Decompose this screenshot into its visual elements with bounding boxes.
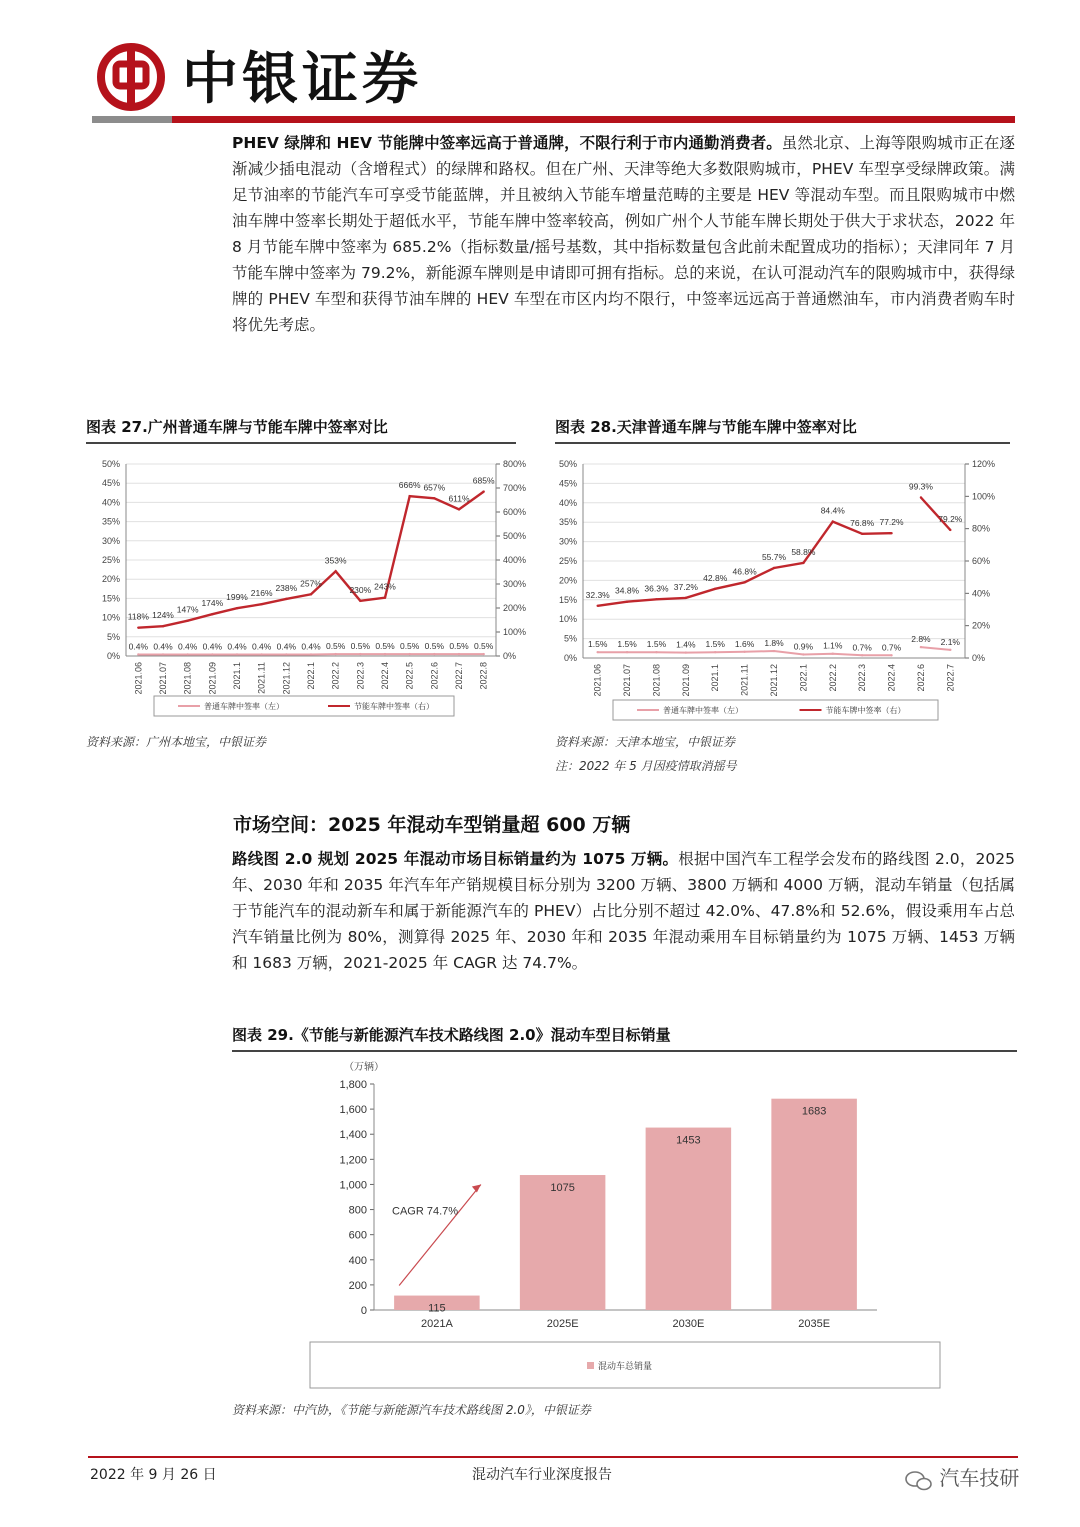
fig28-note: 注：2022 年 5 月因疫情取消摇号 <box>555 759 737 773</box>
footer-rule <box>88 1456 1018 1458</box>
fig28-series-2-label: 34.8% <box>615 585 640 596</box>
fig28-series-1-point <box>773 650 775 652</box>
fig28-series-1-point <box>596 651 598 653</box>
fig27-y-left-tick: 35% <box>101 516 120 527</box>
fig28-x-tick: 2021.06 <box>592 664 603 697</box>
wechat-icon <box>905 1470 933 1490</box>
fig27-series-1-point <box>458 653 460 655</box>
section-lead: 路线图 2.0 规划 2025 年混动市场目标销量约为 1075 万辆。 <box>232 850 679 868</box>
fig27-series-1-point <box>310 653 312 655</box>
fig27-series-1-point <box>334 653 336 655</box>
fig27-series-1-label: 0.4% <box>153 641 173 652</box>
fig27-y-left-tick: 0% <box>106 651 120 661</box>
fig27-y-left-tick: 40% <box>101 497 120 508</box>
fig27-y-left-tick: 45% <box>101 478 120 489</box>
fig27-y-left-tick: 15% <box>101 593 120 604</box>
fig28-y-right-tick: 100% <box>972 491 996 502</box>
fig28-series-1-label: 2.8% <box>911 634 931 645</box>
fig29-legend-swatch <box>587 1362 594 1369</box>
fig28-series-1-label: 1.4% <box>676 639 696 650</box>
fig28-series-1-point <box>685 651 687 653</box>
fig27-x-tick: 2021.12 <box>281 662 292 695</box>
fig29-y-tick: 600 <box>348 1229 367 1242</box>
fig29-legend-label: 混动车总销量 <box>598 1361 653 1371</box>
brand-name: 中银证券 <box>182 46 422 112</box>
section-paragraph <box>232 846 1015 976</box>
fig27-series-1-label: 0.4% <box>276 641 297 652</box>
fig29-y-tick: 1,000 <box>339 1179 367 1192</box>
fig27-series-2-point <box>186 620 188 622</box>
fig27-legend-label: 普通车牌中签率（左） <box>204 702 284 711</box>
fig28-chart <box>555 448 1015 730</box>
fig28-series-2-point <box>802 562 804 564</box>
fig29-bar-label: 1453 <box>676 1134 701 1147</box>
fig29-bar-label: 115 <box>428 1302 446 1315</box>
fig27-rule <box>86 442 516 444</box>
fig27-y-right-tick: 300% <box>503 579 527 589</box>
fig28-y-left-tick: 10% <box>558 614 577 625</box>
fig27-x-tick: 2021.07 <box>158 662 168 695</box>
fig28-series-2-label: 79.2% <box>938 513 963 524</box>
fig28-series-2-point <box>832 520 834 522</box>
fig27-series-1-label: 0.5% <box>325 641 346 652</box>
fig28-y-right-tick: 20% <box>972 620 991 631</box>
fig28-series-2-label: 77.2% <box>879 517 904 528</box>
fig27-series-2-label: 174% <box>201 598 224 609</box>
fig28-rule <box>555 442 1010 444</box>
fig27-y-left-tick: 25% <box>101 555 120 565</box>
fig27-y-right-tick: 700% <box>503 483 527 493</box>
fig27-series-2-label: 230% <box>349 584 372 595</box>
fig28-series-2-point <box>655 598 657 600</box>
fig28-x-tick: 2021.1 <box>710 664 721 692</box>
fig29-bar <box>771 1099 857 1310</box>
fig29-y-tick: 400 <box>348 1254 367 1267</box>
fig27-series-2-label: 243% <box>374 581 396 592</box>
fig28-series-1-label: 2.1% <box>940 636 960 647</box>
fig28-x-tick: 2022.1 <box>798 664 809 692</box>
fig27-series-2-label: 199% <box>226 592 248 603</box>
fig29-x-tick: 2030E <box>672 1318 705 1330</box>
fig28-series-1-label: 0.7% <box>852 642 872 653</box>
fig28-series-2-label: 46.8% <box>732 566 757 577</box>
fig28-series-2-point <box>714 588 716 590</box>
fig28-series-2-point <box>920 496 922 498</box>
fig28-x-tick: 2021.07 <box>622 664 633 697</box>
fig27-x-tick: 2022.1 <box>306 662 316 690</box>
fig27-y-left-tick: 5% <box>106 631 120 642</box>
fig27-y-right-tick: 600% <box>503 507 527 517</box>
fig29-cagr-label: CAGR 74.7% <box>392 1205 459 1218</box>
fig27-y-right-tick: 200% <box>503 603 527 613</box>
fig29-y-tick: 1,600 <box>339 1104 367 1117</box>
fig28-series-2-label: 36.3% <box>644 583 669 594</box>
fig28-x-tick: 2021.12 <box>769 664 779 697</box>
intro-body: 虽然北京、上海等限购城市正在逐渐减少插电混动（含增程式）的绿牌和路权。但在广州、天津等绝大多数限购城市，PHEV 车型享受绿牌政策。满足节油率的节能汽车可享受节能蓝牌，并且被纳入节能车增量范畴的主要是 HEV 等混动车型。而且限购城市中燃油车牌中签率长期处于超低水平，节能车牌中签率较高，例如广州个人节能车牌长期处于供大于求状态，2022 年 8 月节能车牌中签率为 685.2%（指标数量/摇号基数，其中指标数量包含此前未配置成功的指标）；天津同年 7 月节能车牌中签率为 79.2%，新能源车牌则是申请即可拥有指标。总的来说，在认可混动汽车的限购城市中，获得绿牌的 PHEV 车型和获得节油车牌的 HEV 车型在市区内均不限行，中签率远远高于普通燃油车，市内消费者购车时将优先考虑。 <box>232 134 1015 334</box>
fig27-series-2-label: 611% <box>448 493 470 504</box>
fig28-source: 资料来源：天津本地宝，中银证券 <box>555 735 736 749</box>
fig28-y-left-tick: 30% <box>558 536 577 547</box>
fig28-series-2-point <box>861 533 863 535</box>
fig27-series-1-label: 0.4% <box>128 641 149 652</box>
section-body: 根据中国汽车工程学会发布的路线图 2.0，2025 年、2030 年和 2035 年汽车年产销规模目标分别为 3200 万辆、3800 万辆和 4000 万辆，混动车销量（包括属于节能汽车的混动新车和属于新能源汽车的 PHEV）占比分别不超过 42.0%、47.8%和 52.6%，假设乘用车占总汽车销量比例为 80%，测算得 2025 年、2030 年和 2035 年混动乘用车目标销量约为 1075 万辆、1453 万辆和 1683 万辆，2021-2025 年 CAGR 达 74.7%。 <box>232 850 1015 972</box>
fig27-series-2-point <box>433 497 435 499</box>
fig29-y-tick: 800 <box>348 1204 367 1217</box>
fig29-cagr-arrow-line <box>399 1184 481 1285</box>
fig28-title: 图表 28.天津普通车牌与节能车牌中签率对比 <box>555 418 857 436</box>
fig27-series-1-point <box>433 653 435 655</box>
fig28-x-tick: 2021.08 <box>651 664 662 697</box>
fig28-y-left-tick: 40% <box>558 497 577 508</box>
fig27-x-tick: 2021.09 <box>207 662 218 695</box>
fig28-y-left-tick: 50% <box>558 459 577 469</box>
fig27-series-2-point <box>310 593 312 595</box>
fig28-x-tick: 2021.11 <box>739 664 750 696</box>
fig27-series-2-label: 257% <box>300 578 322 589</box>
fig29-bar-label: 1075 <box>550 1182 575 1195</box>
fig28-series-1-label: 0.7% <box>881 642 902 653</box>
fig29-y-tick: 1,200 <box>339 1154 367 1167</box>
fig28-y-left-tick: 35% <box>558 517 577 528</box>
fig27-title: 图表 27.广州普通车牌与节能车牌中签率对比 <box>86 418 388 436</box>
fig28-y-right-tick: 80% <box>972 523 991 534</box>
fig27-y-left-tick: 10% <box>101 612 120 623</box>
fig27-series-1-point <box>162 653 164 655</box>
fig29-x-tick: 2021A <box>420 1318 453 1330</box>
wechat-watermark <box>905 1462 1019 1491</box>
fig27-x-tick: 2021.11 <box>256 662 267 694</box>
fig28-series-2-point <box>949 529 951 531</box>
fig27-series-1-point <box>408 653 410 655</box>
fig27-series-1-label: 0.5% <box>473 641 494 652</box>
fig27-y-left-tick: 50% <box>101 459 120 469</box>
fig28-series-2-label: 84.4% <box>820 505 845 516</box>
fig27-series-1-label: 0.4% <box>227 641 247 652</box>
fig27-series-1-label: 0.5% <box>375 641 395 652</box>
fig27-series-1-point <box>236 653 238 655</box>
fig27-series-2-point <box>137 626 139 628</box>
fig28-x-tick: 2022.7 <box>945 664 956 692</box>
fig27-x-tick: 2022.7 <box>454 662 464 690</box>
header-rule-gray <box>92 116 172 123</box>
fig27-series-2-point <box>359 600 361 602</box>
fig28-x-tick: 2021.09 <box>680 664 691 697</box>
fig27-series-1-label: 0.5% <box>424 641 445 652</box>
fig27-y-right-tick: 0% <box>503 651 517 661</box>
fig28-series-1-point <box>949 649 951 651</box>
fig27-y-right-tick: 100% <box>503 627 527 637</box>
fig28-series-2-point <box>626 601 628 603</box>
fig27-x-tick: 2022.3 <box>355 662 366 690</box>
fig27-series-2-label: 124% <box>152 610 174 621</box>
fig28-series-1-label: 1.8% <box>764 638 784 649</box>
fig27-source: 资料来源：广州本地宝，中银证券 <box>86 735 267 749</box>
bank-of-china-logo <box>96 42 166 112</box>
fig28-series-1-label: 1.5% <box>646 639 667 650</box>
fig27-series-2-point <box>482 490 484 492</box>
fig27-y-left-tick: 30% <box>101 535 120 546</box>
fig28-series-2-point <box>596 605 598 607</box>
fig28-y-left-tick: 45% <box>558 478 577 489</box>
fig28-y-left-tick: 15% <box>558 594 577 605</box>
fig28-y-left-tick: 20% <box>558 575 577 586</box>
fig27-series-2-point <box>384 596 386 598</box>
fig27-y-right-tick: 800% <box>503 459 527 469</box>
fig28-y-left-tick: 0% <box>563 653 577 663</box>
fig28-series-1-point <box>861 654 863 656</box>
fig29-y-unit: （万辆） <box>344 1062 384 1073</box>
fig28-series-2-label: 32.3% <box>585 589 610 600</box>
fig28-series-1-label: 1.1% <box>823 640 843 651</box>
fig27-series-2-point <box>458 508 460 510</box>
fig27-series-1-point <box>260 653 262 655</box>
fig27-x-tick: 2021.1 <box>232 662 242 690</box>
fig27-series-2-point <box>334 570 336 572</box>
fig27-series-2-point <box>260 603 262 605</box>
fig27-x-tick: 2022.6 <box>429 662 440 690</box>
fig28-series-1-label: 1.5% <box>617 639 637 650</box>
fig29-chart <box>232 1052 1017 1397</box>
fig29-y-tick: 1,800 <box>339 1079 367 1091</box>
fig28-series-2-point <box>890 532 892 534</box>
fig27-series-2-label: 666% <box>398 480 421 491</box>
intro-paragraph <box>232 130 1015 338</box>
fig28-y-right-tick: 60% <box>972 556 991 566</box>
watermark-text: 汽车技研 <box>939 1466 1020 1490</box>
fig28-series-1-label: 1.6% <box>734 638 755 649</box>
fig27-x-tick: 2021.08 <box>182 662 193 695</box>
fig28-series-1-point <box>890 654 892 656</box>
fig28-series-2-label: 37.2% <box>673 581 698 592</box>
fig27-y-right-tick: 400% <box>503 555 527 565</box>
fig28-series-2-point <box>743 581 745 583</box>
fig29-bar <box>646 1128 732 1310</box>
fig29-y-tick: 200 <box>348 1279 367 1292</box>
fig27-x-tick: 2021.06 <box>133 662 144 695</box>
fig28-series-2-point <box>685 597 687 599</box>
fig27-series-1-label: 0.4% <box>251 641 272 652</box>
fig27-series-2-point <box>211 613 213 615</box>
footer-date: 2022 年 9 月 26 日 <box>90 1467 217 1483</box>
fig29-x-tick: 2025E <box>546 1318 579 1330</box>
fig27-series-1-label: 0.4% <box>177 641 198 652</box>
intro-lead: PHEV 绿牌和 HEV 节能牌中签率远高于普通牌，不限行利于市内通勤消费者。 <box>232 134 782 152</box>
fig28-legend-label: 节能车牌中签率（右） <box>825 706 906 715</box>
section-title: 市场空间：2025 年混动车型销量超 600 万辆 <box>233 814 631 836</box>
fig28-x-tick: 2022.4 <box>886 664 897 692</box>
fig29-x-tick: 2035E <box>798 1318 831 1330</box>
fig27-chart <box>86 448 536 730</box>
fig28-series-1-label: 1.5% <box>705 639 725 650</box>
fig27-series-1-point <box>285 653 287 655</box>
fig27-series-2-point <box>285 598 287 600</box>
fig28-x-tick: 2022.6 <box>915 664 926 692</box>
fig27-x-tick: 2022.2 <box>330 662 341 690</box>
fig28-series-1-point <box>655 651 657 653</box>
fig27-series-1-point <box>186 653 188 655</box>
fig29-y-tick: 1,400 <box>339 1129 367 1142</box>
fig28-series-2-label: 42.8% <box>703 572 728 583</box>
fig28-series-1-label: 1.5% <box>588 639 608 650</box>
fig27-x-tick: 2022.8 <box>478 662 489 690</box>
fig28-series-1-point <box>714 651 716 653</box>
fig27-series-1-point <box>211 653 213 655</box>
fig27-x-tick: 2022.5 <box>404 662 415 690</box>
fig27-series-2-point <box>236 607 238 609</box>
fig27-series-1-label: 0.4% <box>202 641 223 652</box>
fig27-series-1-label: 0.5% <box>350 641 371 652</box>
header-rule-red <box>172 116 1015 123</box>
fig27-y-left-tick: 20% <box>101 574 120 585</box>
fig28-series-2-label: 99.3% <box>908 481 933 492</box>
fig28-legend-label: 普通车牌中签率（左） <box>663 706 743 715</box>
footer-report-title: 混动汽车行业深度报告 <box>472 1467 612 1483</box>
fig28-series-1-point <box>626 651 628 653</box>
fig27-x-tick: 2022.4 <box>380 662 390 690</box>
fig27-series-1-point <box>359 653 361 655</box>
fig28-y-left-tick: 5% <box>563 633 577 644</box>
fig28-series-1-label: 0.9% <box>793 641 814 652</box>
fig28-series-2-label: 76.8% <box>850 517 875 528</box>
fig27-series-2-label: 147% <box>176 604 199 615</box>
fig27-series-1-label: 0.5% <box>449 641 469 652</box>
fig28-series-2-label: 55.7% <box>761 551 787 562</box>
fig27-series-2-label: 118% <box>127 611 149 622</box>
fig28-y-right-tick: 40% <box>972 588 991 599</box>
fig29-source: 资料来源：中汽协，《节能与新能源汽车技术路线图 2.0》，中银证券 <box>232 1403 591 1417</box>
fig27-series-1-label: 0.5% <box>399 641 420 652</box>
fig27-series-1-label: 0.4% <box>301 641 321 652</box>
fig27-series-2-point <box>162 625 164 627</box>
fig28-y-right-tick: 0% <box>972 653 986 663</box>
fig29-cagr-arrow-head <box>472 1184 481 1192</box>
fig28-series-1-line <box>921 647 950 650</box>
fig28-x-tick: 2022.2 <box>827 664 838 692</box>
fig29-bar <box>520 1175 606 1310</box>
fig29-bar-label: 1683 <box>801 1105 827 1118</box>
fig28-series-1-point <box>920 646 922 648</box>
fig28-series-2-line <box>598 522 892 606</box>
fig27-series-2-label: 353% <box>324 555 347 566</box>
fig28-y-left-tick: 25% <box>558 556 577 566</box>
fig27-series-2-label: 238% <box>275 582 298 593</box>
fig27-y-right-tick: 500% <box>503 531 527 541</box>
fig28-series-1-point <box>832 653 834 655</box>
fig28-series-2-label: 58.8% <box>791 546 816 557</box>
fig28-y-right-tick: 120% <box>972 459 996 469</box>
fig27-series-1-point <box>384 653 386 655</box>
fig28-x-tick: 2022.3 <box>857 664 868 692</box>
fig29-title: 图表 29.《节能与新能源汽车技术路线图 2.0》混动车型目标销量 <box>232 1026 671 1044</box>
fig27-series-1-point <box>137 653 139 655</box>
fig27-series-2-point <box>408 495 410 497</box>
fig27-series-2-label: 657% <box>423 482 446 493</box>
fig27-series-2-label: 685% <box>472 475 495 486</box>
fig28-series-1-point <box>743 651 745 653</box>
fig29-y-tick: 0 <box>360 1305 367 1317</box>
fig27-legend-label: 节能车牌中签率（右） <box>354 702 434 711</box>
fig28-series-2-point <box>773 567 775 569</box>
fig27-series-2-label: 216% <box>250 588 273 599</box>
fig27-series-1-point <box>482 653 484 655</box>
fig28-series-1-point <box>802 653 804 655</box>
